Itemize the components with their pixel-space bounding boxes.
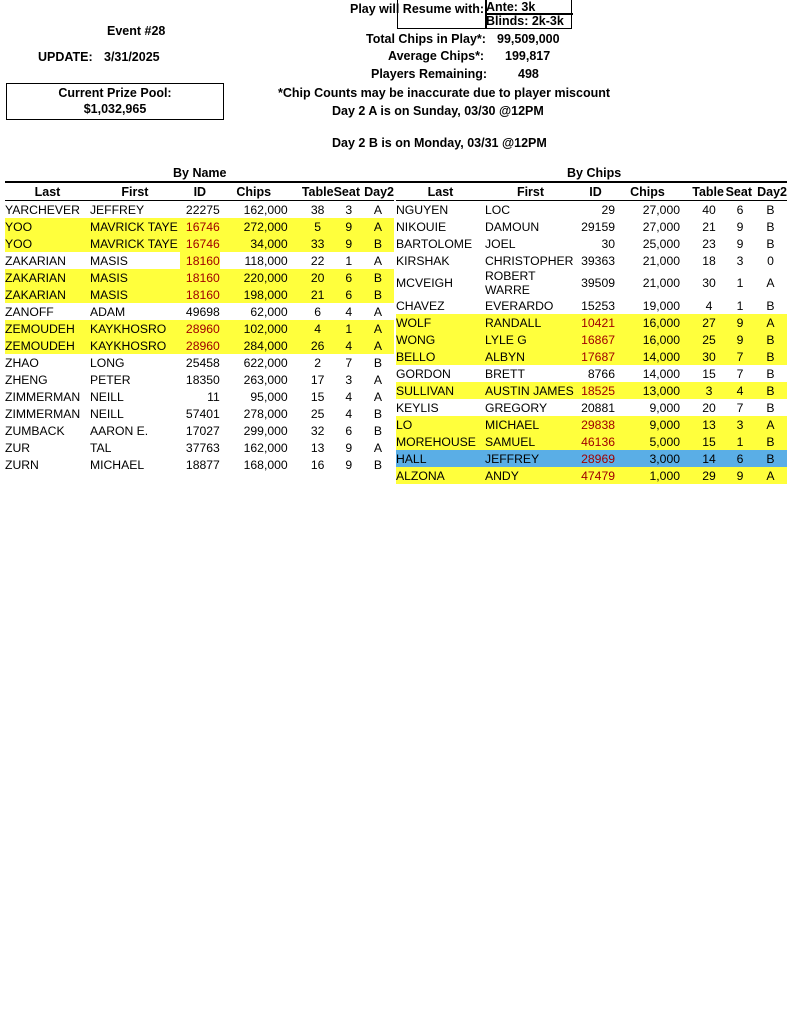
- player-chips: 198,000: [220, 286, 288, 303]
- col-header-seat: Seat: [725, 184, 752, 199]
- player-seat: 9: [334, 218, 360, 235]
- table-row: [396, 201, 787, 219]
- player-chips: 3,000: [615, 450, 680, 467]
- player-seat: 4: [345, 406, 353, 421]
- player-seat: 1: [334, 320, 360, 337]
- player-seat: 3: [345, 202, 353, 217]
- player-id: 28960: [180, 337, 220, 354]
- player-first-name: RANDALL: [485, 314, 576, 331]
- player-first-name: LOC: [485, 202, 511, 217]
- player-seat: 7: [724, 348, 752, 365]
- player-first-name: LYLE G: [485, 331, 576, 348]
- player-last-name: YOO: [5, 235, 90, 252]
- player-last-name: WONG: [396, 331, 485, 348]
- player-day2: B: [766, 298, 775, 313]
- player-id: 22275: [185, 202, 220, 217]
- player-last-name: ZUR: [5, 440, 31, 455]
- player-id: 17027: [185, 423, 220, 438]
- player-seat: 1: [724, 433, 752, 450]
- player-id: 37763: [185, 440, 220, 455]
- player-seat: 9: [724, 314, 752, 331]
- stat-total-label: Total Chips in Play*:: [366, 32, 486, 46]
- player-first-name: BRETT: [485, 366, 525, 381]
- col-header-chips: Chips: [220, 183, 288, 201]
- table-row: [5, 320, 394, 337]
- player-day2: A: [360, 320, 394, 337]
- player-day2: B: [752, 331, 787, 348]
- player-last-name: YARCHEVER: [5, 202, 80, 217]
- player-id: 8766: [587, 366, 615, 381]
- player-first-name: SAMUEL: [485, 433, 576, 450]
- by-chips-title: By Chips: [567, 166, 622, 180]
- table-row: [396, 314, 787, 331]
- player-seat: 4: [724, 382, 752, 399]
- stat-average-label: Average Chips*:: [388, 49, 485, 63]
- player-chips: 1,000: [615, 467, 680, 484]
- resume-blinds: Blinds: 2k-3k: [486, 14, 564, 28]
- player-id: 47479: [576, 467, 615, 484]
- player-seat: 9: [724, 467, 752, 484]
- by-name-title: By Name: [173, 166, 227, 180]
- player-seat: 9: [345, 457, 353, 472]
- player-chips: 62,000: [250, 304, 288, 319]
- by-name-header-row: [5, 183, 394, 201]
- player-day2: A: [373, 253, 383, 268]
- player-id: 25458: [185, 355, 220, 370]
- player-chips: 162,000: [243, 440, 288, 455]
- player-first-name: KAYKHOSRO: [90, 337, 180, 354]
- player-last-name: ZUMBACK: [5, 423, 65, 438]
- resume-ante: Ante: 3k: [486, 0, 536, 14]
- player-first-name: ADAM: [89, 304, 126, 319]
- player-chips: 21,000: [642, 253, 680, 268]
- player-first-name: AARON E.: [89, 423, 149, 438]
- player-id: 11: [207, 389, 220, 404]
- col-header-day2: Day2: [360, 183, 394, 201]
- table-row: [396, 348, 787, 365]
- player-table: 21: [288, 286, 334, 303]
- player-last-name: MOREHOUSE: [396, 433, 485, 450]
- player-day2: B: [373, 355, 383, 370]
- player-first-name: ANDY: [485, 467, 576, 484]
- player-first-name: MASIS: [90, 269, 180, 286]
- player-table: 29: [680, 467, 724, 484]
- table-row: [5, 439, 394, 456]
- player-day2: A: [373, 389, 383, 404]
- player-day2: B: [766, 202, 775, 217]
- player-first-name: JEFFREY: [89, 202, 145, 217]
- chip-count-note: *Chip Counts may be inaccurate due to player miscount: [278, 86, 611, 100]
- table-row: [5, 218, 394, 235]
- player-id: 29838: [576, 416, 615, 433]
- table-row: [5, 252, 394, 269]
- player-seat: 3: [345, 372, 353, 387]
- table-row: [5, 303, 394, 320]
- player-chips: 272,000: [220, 218, 288, 235]
- col-header-id: ID: [180, 183, 220, 201]
- player-first-name: MASIS: [90, 286, 180, 303]
- player-chips: 19,000: [642, 298, 680, 313]
- player-day2: B: [360, 286, 394, 303]
- player-chips: 25,000: [642, 236, 680, 251]
- player-id: 39509: [581, 276, 615, 290]
- player-last-name: BARTOLOME: [396, 236, 473, 251]
- player-chips: 27,000: [642, 202, 680, 217]
- by-chips-header-row: [396, 183, 787, 201]
- player-seat: 3: [736, 253, 744, 268]
- stat-total-value: 99,509,000: [497, 32, 560, 46]
- day2a-schedule: Day 2 A is on Sunday, 03/30 @12PM: [332, 104, 544, 118]
- player-day2: A: [752, 314, 787, 331]
- player-chips: 21,000: [642, 276, 680, 290]
- player-table: 27: [680, 314, 724, 331]
- player-seat: 4: [345, 304, 353, 319]
- player-chips: 168,000: [243, 457, 288, 472]
- player-first-name: MICHAEL: [89, 457, 145, 472]
- player-table: 20: [702, 400, 716, 415]
- player-table: 30: [702, 276, 716, 290]
- player-chips: 278,000: [243, 406, 288, 421]
- event-number: Event #28: [107, 24, 166, 38]
- table-row: [5, 201, 394, 219]
- player-last-name: ZAKARIAN: [5, 286, 90, 303]
- player-table: 6: [314, 304, 322, 319]
- player-seat: 4: [345, 389, 353, 404]
- player-day2: A: [360, 337, 394, 354]
- table-row: [396, 399, 787, 416]
- player-day2: B: [752, 433, 787, 450]
- player-chips: 14,000: [615, 348, 680, 365]
- player-first-name: TAL: [89, 440, 112, 455]
- table-row: [396, 331, 787, 348]
- player-day2: B: [766, 236, 775, 251]
- player-last-name: KEYLIS: [396, 400, 439, 415]
- table-row: [5, 388, 394, 405]
- player-seat: 6: [724, 450, 752, 467]
- player-day2: A: [373, 440, 383, 455]
- player-seat: 1: [736, 298, 744, 313]
- player-seat: 7: [736, 366, 744, 381]
- player-chips: 263,000: [243, 372, 288, 387]
- player-id: 18525: [576, 382, 615, 399]
- resume-box: [397, 0, 572, 29]
- player-id: 16867: [576, 331, 615, 348]
- player-id: 10421: [576, 314, 615, 331]
- player-last-name: GORDON: [396, 366, 451, 381]
- table-row: [396, 450, 787, 467]
- prize-pool-label: Current Prize Pool:: [58, 86, 172, 100]
- player-table: 20: [288, 269, 334, 286]
- player-first-name: EVERARDO: [485, 298, 554, 313]
- player-id: 28960: [180, 320, 220, 337]
- player-day2: B: [373, 457, 383, 472]
- col-header-last: Last: [5, 183, 90, 201]
- player-first-name: ROBERT WARRE: [485, 269, 536, 297]
- player-table: 13: [310, 440, 325, 455]
- player-table: 26: [288, 337, 334, 354]
- player-first-name: JOEL: [485, 236, 516, 251]
- player-day2: B: [766, 366, 775, 381]
- player-first-name: DAMOUN: [485, 219, 540, 234]
- player-seat: 4: [334, 337, 360, 354]
- player-chips: 13,000: [615, 382, 680, 399]
- player-day2: A: [752, 416, 787, 433]
- player-day2: A: [373, 304, 383, 319]
- stat-players-value: 498: [518, 67, 539, 81]
- update-date: 3/31/2025: [104, 50, 160, 64]
- table-row: [396, 252, 787, 269]
- by-chips-table: [396, 183, 787, 484]
- player-first-name: MASIS: [89, 253, 128, 268]
- col-header-last: Last: [396, 183, 485, 201]
- player-first-name: KAYKHOSRO: [90, 320, 180, 337]
- player-last-name: BELLO: [396, 348, 485, 365]
- table-row: [396, 269, 787, 297]
- player-table: 32: [310, 423, 325, 438]
- player-day2: A: [752, 467, 787, 484]
- player-day2: A: [373, 372, 383, 387]
- player-seat: 3: [724, 416, 752, 433]
- player-last-name: YOO: [5, 218, 90, 235]
- player-seat: 9: [334, 235, 360, 252]
- player-id: 16746: [180, 218, 220, 235]
- table-row: [5, 337, 394, 354]
- table-row: [396, 467, 787, 484]
- player-chips: 16,000: [615, 331, 680, 348]
- player-last-name: ZEMOUDEH: [5, 337, 90, 354]
- player-seat: 7: [736, 400, 744, 415]
- player-first-name: ALBYN: [485, 348, 576, 365]
- player-last-name: MCVEIGH: [396, 276, 453, 290]
- player-table: 23: [702, 236, 716, 251]
- table-row: [5, 405, 394, 422]
- col-header-first: First: [485, 183, 576, 201]
- player-last-name: NIKOUIE: [396, 219, 447, 234]
- player-table: 33: [288, 235, 334, 252]
- player-chips: 95,000: [250, 389, 288, 404]
- table-row: [396, 416, 787, 433]
- player-last-name: ZURN: [5, 457, 39, 472]
- player-id: 30: [601, 236, 615, 251]
- player-id: 28969: [576, 450, 615, 467]
- col-header-seat: Seat: [333, 184, 360, 199]
- player-day2: B: [752, 348, 787, 365]
- player-first-name: GREGORY: [485, 400, 548, 415]
- player-id: 17687: [576, 348, 615, 365]
- player-table: 40: [702, 202, 716, 217]
- player-last-name: ZHENG: [5, 372, 48, 387]
- player-chips: 34,000: [220, 235, 288, 252]
- player-table: 15: [310, 389, 325, 404]
- player-seat: 6: [334, 269, 360, 286]
- player-table: 2: [314, 355, 322, 370]
- player-first-name: LONG: [89, 355, 125, 370]
- player-day2: B: [752, 450, 787, 467]
- table-row: [5, 456, 394, 473]
- player-table: 14: [680, 450, 724, 467]
- player-table: 18: [702, 253, 716, 268]
- player-table: 15: [702, 366, 716, 381]
- player-day2: B: [373, 406, 383, 421]
- table-row: [396, 297, 787, 314]
- player-seat: 1: [736, 276, 744, 290]
- table-row: [5, 422, 394, 439]
- col-header-chips: Chips: [615, 183, 680, 201]
- player-last-name: CHAVEZ: [396, 298, 445, 313]
- player-table: 13: [680, 416, 724, 433]
- by-name-table: [5, 183, 394, 473]
- table-row: [5, 235, 394, 252]
- player-id: 29159: [581, 219, 615, 234]
- player-day2: A: [360, 218, 394, 235]
- player-table: 21: [702, 219, 716, 234]
- player-chips: 299,000: [243, 423, 288, 438]
- player-day2: B: [373, 423, 383, 438]
- player-id: 18350: [185, 372, 220, 387]
- player-table: 17: [310, 372, 325, 387]
- table-row: [5, 286, 394, 303]
- player-last-name: ZIMMERMAN: [5, 406, 81, 421]
- player-seat: 6: [334, 286, 360, 303]
- table-row: [396, 382, 787, 399]
- player-id: 49698: [185, 304, 220, 319]
- table-row: [396, 365, 787, 382]
- player-chips: 14,000: [642, 366, 680, 381]
- player-id: 18877: [185, 457, 220, 472]
- col-header-first: First: [90, 183, 180, 201]
- player-day2: A: [373, 202, 383, 217]
- player-table: 3: [680, 382, 724, 399]
- col-header-id: ID: [576, 183, 615, 201]
- player-table: 4: [288, 320, 334, 337]
- player-first-name: NEILL: [89, 406, 124, 421]
- player-day2: B: [360, 235, 394, 252]
- player-last-name: ZIMMERMAN: [5, 389, 81, 404]
- player-last-name: ZANOFF: [5, 304, 54, 319]
- player-table: 5: [288, 218, 334, 235]
- player-last-name: SULLIVAN: [396, 382, 485, 399]
- day2b-schedule: Day 2 B is on Monday, 03/31 @12PM: [332, 136, 547, 150]
- player-seat: 1: [345, 253, 353, 268]
- player-day2: A: [766, 276, 775, 290]
- player-chips: 622,000: [243, 355, 288, 370]
- table-row: [396, 433, 787, 450]
- player-first-name: JEFFREY: [485, 450, 576, 467]
- player-last-name: WOLF: [396, 314, 485, 331]
- player-chips: 16,000: [615, 314, 680, 331]
- player-first-name: PETER: [89, 372, 131, 387]
- player-id: 39363: [581, 253, 615, 268]
- player-id: 46136: [576, 433, 615, 450]
- player-seat: 9: [736, 219, 744, 234]
- prize-pool-value: $1,032,965: [83, 102, 147, 116]
- player-last-name: KIRSHAK: [396, 253, 450, 268]
- player-first-name: MAVRICK TAYE: [90, 235, 180, 252]
- by-chips-body: [396, 201, 787, 485]
- player-table: 25: [310, 406, 325, 421]
- col-header-table: Table: [680, 183, 724, 201]
- player-last-name: HALL: [396, 450, 485, 467]
- player-last-name: ZAKARIAN: [5, 269, 90, 286]
- player-seat: 9: [736, 236, 744, 251]
- table-row: [5, 371, 394, 388]
- player-last-name: LO: [396, 416, 485, 433]
- player-id: 16746: [180, 235, 220, 252]
- player-day2: B: [766, 219, 775, 234]
- update-label: UPDATE:: [38, 50, 93, 64]
- player-day2: 0: [767, 253, 774, 268]
- stat-players-label: Players Remaining:: [371, 67, 488, 81]
- player-id: 18160: [180, 286, 220, 303]
- player-seat: 9: [345, 440, 353, 455]
- player-chips: 102,000: [220, 320, 288, 337]
- player-id: 18160: [180, 252, 220, 269]
- col-header-table: Table: [288, 183, 334, 201]
- player-first-name: CHRISTOPHER: [485, 253, 574, 268]
- player-seat: 6: [345, 423, 353, 438]
- player-chips: 9,000: [649, 400, 680, 415]
- player-seat: 9: [724, 331, 752, 348]
- player-id: 15253: [581, 298, 615, 313]
- col-header-day2: Day2: [752, 183, 787, 201]
- table-row: [5, 269, 394, 286]
- player-table: 4: [705, 298, 713, 313]
- player-day2: B: [752, 382, 787, 399]
- player-table: 30: [680, 348, 724, 365]
- player-first-name: MAVRICK TAYE: [90, 218, 180, 235]
- player-id: 29: [601, 202, 615, 217]
- player-seat: 6: [736, 202, 744, 217]
- player-last-name: ZEMOUDEH: [5, 320, 90, 337]
- player-id: 57401: [185, 406, 220, 421]
- player-last-name: ZHAO: [5, 355, 39, 370]
- player-chips: 27,000: [642, 219, 680, 234]
- player-first-name: AUSTIN JAMES: [485, 382, 576, 399]
- by-name-body: [5, 201, 394, 474]
- player-chips: 9,000: [615, 416, 680, 433]
- player-last-name: NGUYEN: [396, 202, 449, 217]
- player-chips: 220,000: [220, 269, 288, 286]
- stat-average-value: 199,817: [505, 49, 551, 63]
- player-last-name: ALZONA: [396, 467, 485, 484]
- table-row: [396, 235, 787, 252]
- player-last-name: ZAKARIAN: [5, 253, 66, 268]
- player-chips: 162,000: [243, 202, 288, 217]
- player-chips: 5,000: [615, 433, 680, 450]
- player-day2: B: [360, 269, 394, 286]
- player-table: 25: [680, 331, 724, 348]
- player-table: 38: [310, 202, 325, 217]
- player-day2: B: [766, 400, 775, 415]
- resume-label: Play will Resume with:: [350, 2, 485, 16]
- player-first-name: NEILL: [89, 389, 124, 404]
- player-seat: 7: [345, 355, 353, 370]
- player-table: 16: [310, 457, 325, 472]
- player-id: 20881: [581, 400, 615, 415]
- player-table: 15: [680, 433, 724, 450]
- table-row: [396, 218, 787, 235]
- player-first-name: MICHAEL: [485, 416, 576, 433]
- player-id: 18160: [180, 269, 220, 286]
- player-chips: 118,000: [244, 253, 288, 268]
- player-table: 22: [310, 253, 325, 268]
- player-chips: 284,000: [220, 337, 288, 354]
- table-row: [5, 354, 394, 371]
- prize-pool-box: [6, 83, 224, 120]
